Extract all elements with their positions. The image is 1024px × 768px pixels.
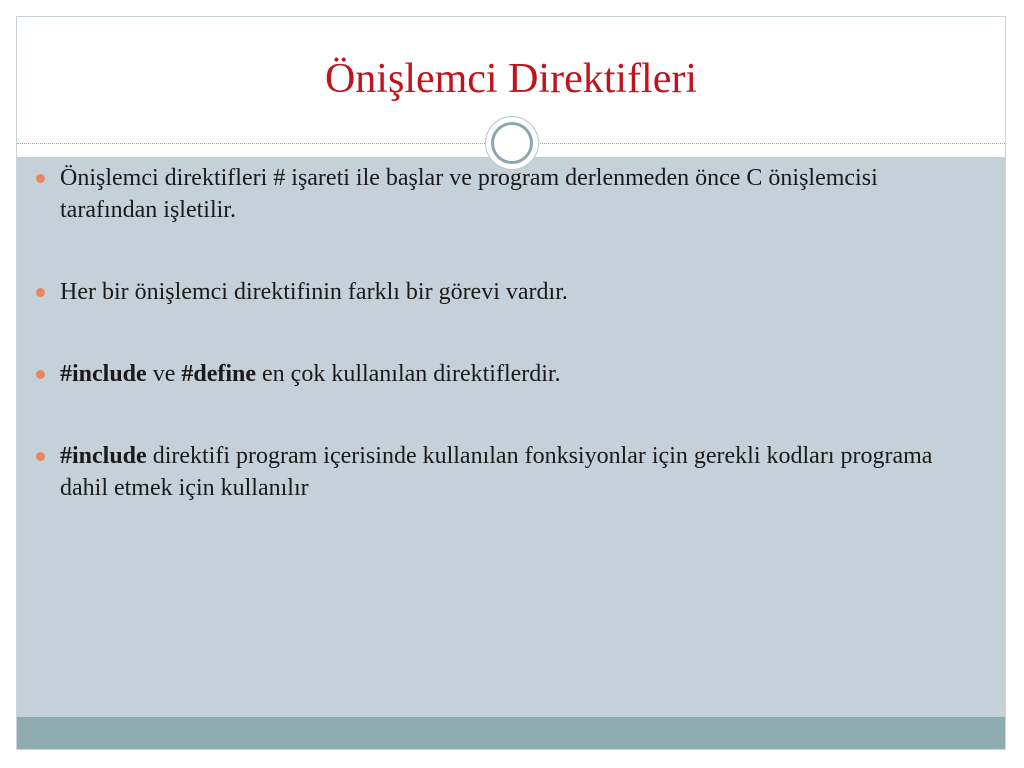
bullet-item-3 — [36, 358, 956, 390]
bullet-dot-icon — [36, 288, 45, 297]
bullet-list — [36, 162, 956, 554]
include-keyword: #include — [60, 443, 147, 469]
bullet-item-2 — [36, 276, 956, 308]
slide-title: Önişlemci Direktifleri — [324, 56, 698, 102]
bullet-dot-icon — [36, 370, 45, 379]
bullet-text: Her bir önişlemci direktifinin farklı bir görevi vardır. — [60, 279, 568, 305]
circle-ornament-ring — [491, 122, 533, 164]
include-keyword: #include — [60, 361, 147, 387]
footer-band — [17, 717, 1005, 749]
bullet-text: Önişlemci direktifleri # işareti ile başlar ve program derlenmeden önce C önişlemcisi tarafından işletilir. — [60, 165, 878, 223]
bullet-dot-icon — [36, 174, 45, 183]
define-keyword: #define — [181, 361, 257, 387]
bullet-dot-icon — [36, 452, 45, 461]
bullet-text: direktifi program içerisinde kullanılan fonksiyonlar için gerekli kodları programa dahil etmek için kullanılır — [60, 443, 933, 501]
bullet-item-1 — [36, 162, 956, 226]
bullet-item-4 — [36, 440, 956, 504]
bullet-text: ve — [146, 361, 182, 387]
bullet-text: en çok kullanılan direktiflerdir. — [256, 361, 561, 387]
